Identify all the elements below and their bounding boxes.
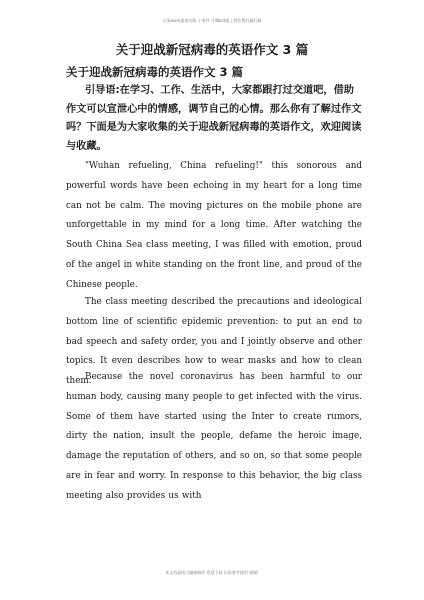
body-paragraph-3: Because the novel coronavirus has been harmful to our human body, causing many people to get infected with the virus. Some of them have started using the Inter to create rumors, dirty the nation, insult the people, defame the heroic image, damage the reputation of others, and so on, so that some people are in fear and worry. In response to this behavior, the big class meeting also provides us with [66, 372, 362, 501]
header-note: 以事work重视实践 小事件 计Word提上供估费们量们稿 [162, 18, 262, 23]
section-subtitle: 关于迎战新冠病毒的英语作文 3 篇 [66, 65, 244, 79]
footer-note: 本文档最终可编辑修改 欢迎下载 仅供参考使用 谢谢! [165, 570, 259, 575]
body-paragraph-2: The class meeting described the precautions and ideological bottom line of scientific epidemic prevention: to put an end to bad speech and safety order, you and I jointly observe and other topics. It even describes how to wear masks and how to clean them. [66, 297, 362, 387]
document-title: 关于迎战新冠病毒的英语作文 3 篇 [115, 42, 309, 57]
intro-paragraph: 引导语:在学习、工作、生活中，大家都跟打过交道吧，借助作文可以宣泄心中的情感，调节自己的心情。那么你有了解过作文吗？下面是为大家收集的关于迎战新冠病毒的英语作文，欢迎阅读与收藏。 [66, 85, 362, 152]
body-paragraph-1: "Wuhan refueling, China refueling!" this sonorous and powerful words have been echoing in my heart for a long time can not be calm. The moving pictures on the mobile phone are unforgettable in my mind for a long time. After watching the South China Sea class meeting, I was filled with emotion, proud of the angel in white standing on the front line, and proud of the Chinese people. [66, 161, 362, 290]
